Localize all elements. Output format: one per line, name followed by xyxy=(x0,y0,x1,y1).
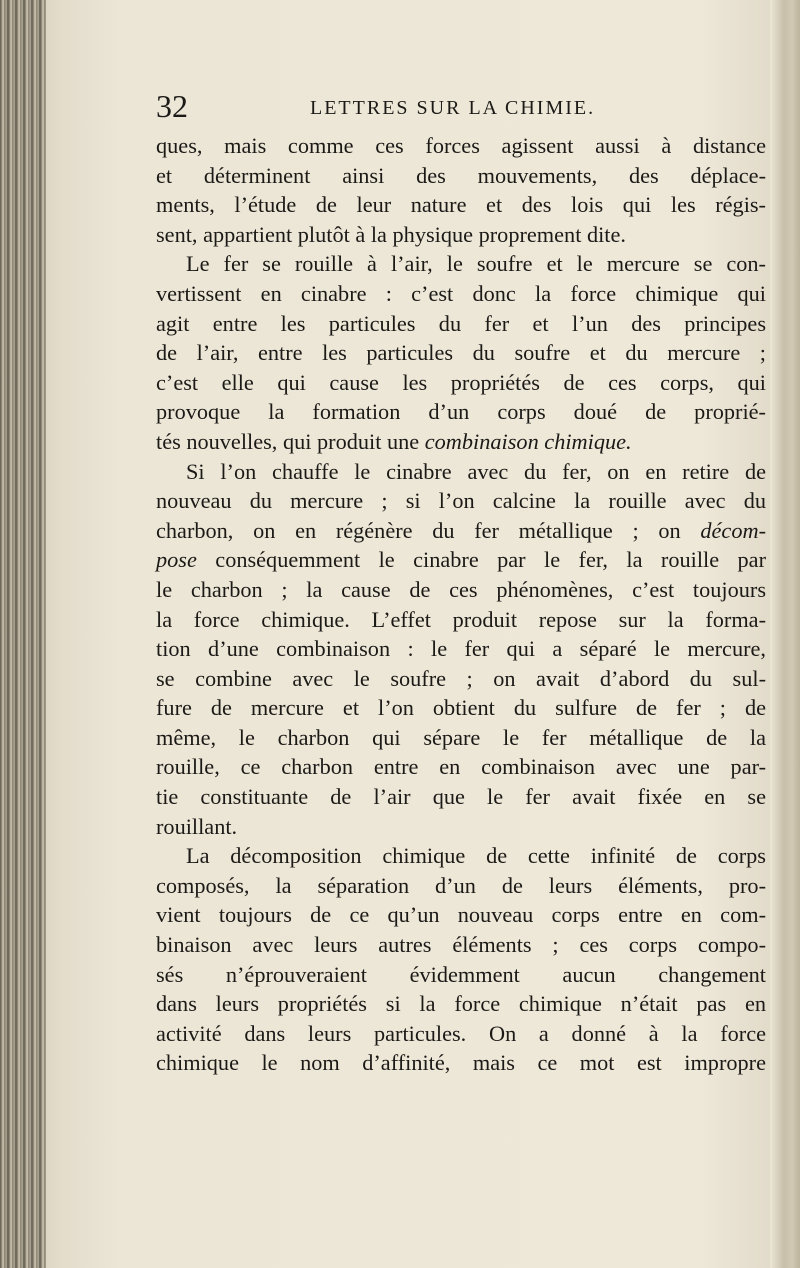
italic-term: pose xyxy=(156,547,197,573)
text-line: chimique le nom d’affinité, mais ce mot est impropre xyxy=(156,1050,766,1076)
text-line: rouille, ce charbon entre en combinaison avec une par- xyxy=(156,754,766,780)
text-line: ments, l’étude de leur nature et des lois qui les régis- xyxy=(156,192,766,218)
text-line: binaison avec leurs autres éléments ; ces corps compo- xyxy=(156,932,766,958)
text-line xyxy=(156,427,766,457)
text-line: et déterminent ainsi des mouvements, des déplace- xyxy=(156,162,766,188)
text-line: dans leurs propriétés si la force chimique n’était pas en xyxy=(156,991,766,1017)
text-line xyxy=(156,545,766,575)
text-line: c’est elle qui cause les propriétés de ces corps, qui xyxy=(156,369,766,395)
text-line: Si l’on chauffe le cinabre avec du fer, on en retire de xyxy=(186,458,766,484)
running-head: LETTRES SUR LA CHIMIE. xyxy=(310,97,596,119)
page-number: 32 xyxy=(156,88,188,124)
text-line: de l’air, entre les particules du soufre et du mercure ; xyxy=(156,340,766,366)
text-line: la force chimique. L’effet produit repose sur la forma- xyxy=(156,606,766,632)
text-line: sent, appartient plutôt à la physique proprement dite. xyxy=(156,221,626,247)
page-header xyxy=(156,86,766,126)
page-gutter-binding xyxy=(0,0,46,1268)
text-line: agit entre les particules du fer et l’un des principes xyxy=(156,310,766,336)
text-line: sés n’éprouveraient évidemment aucun changement xyxy=(156,961,766,987)
text-line: tion d’une combinaison : le fer qui a séparé le mercure, xyxy=(156,636,766,662)
text-line: Le fer se rouille à l’air, le soufre et le mercure se con- xyxy=(186,251,766,277)
text-line: fure de mercure et l’on obtient du sulfure de fer ; de xyxy=(156,695,766,721)
text-span: charbon, on en régénère du fer métallique ; on xyxy=(156,517,701,543)
text-line: vient toujours de ce qu’un nouveau corps entre en com- xyxy=(156,902,766,928)
text-line: nouveau du mercure ; si l’on calcine la rouille avec du xyxy=(156,488,766,514)
text-line xyxy=(156,516,766,546)
text-line: ques, mais comme ces forces agissent aussi à distance xyxy=(156,133,766,158)
text-line: même, le charbon qui sépare le fer métallique de la xyxy=(156,724,766,750)
italic-term: décom- xyxy=(700,517,766,543)
body-text xyxy=(156,131,766,1078)
text-line: le charbon ; la cause de ces phénomènes, c’est toujours xyxy=(156,576,766,602)
text-line: activité dans leurs particules. On a donné à la force xyxy=(156,1020,766,1046)
text-line: rouillant. xyxy=(156,813,238,839)
italic-term: combinaison chimique. xyxy=(424,428,632,454)
text-span: tés nouvelles, qui produit une xyxy=(156,428,425,454)
text-line: vertissent en cinabre : c’est donc la force chimique qui xyxy=(156,280,766,306)
text-line: tie constituante de l’air que le fer avait fixée en se xyxy=(156,784,766,810)
text-line: se combine avec le soufre ; on avait d’abord du sul- xyxy=(156,665,766,691)
page-edge-right xyxy=(770,0,800,1268)
text-line: La décomposition chimique de cette infinité de corps xyxy=(186,843,766,869)
text-line: composés, la séparation d’un de leurs éléments, pro- xyxy=(156,872,766,898)
text-span: conséquemment le cinabre par le fer, la rouille par xyxy=(196,547,766,573)
text-line: provoque la formation d’un corps doué de proprié- xyxy=(156,399,766,425)
